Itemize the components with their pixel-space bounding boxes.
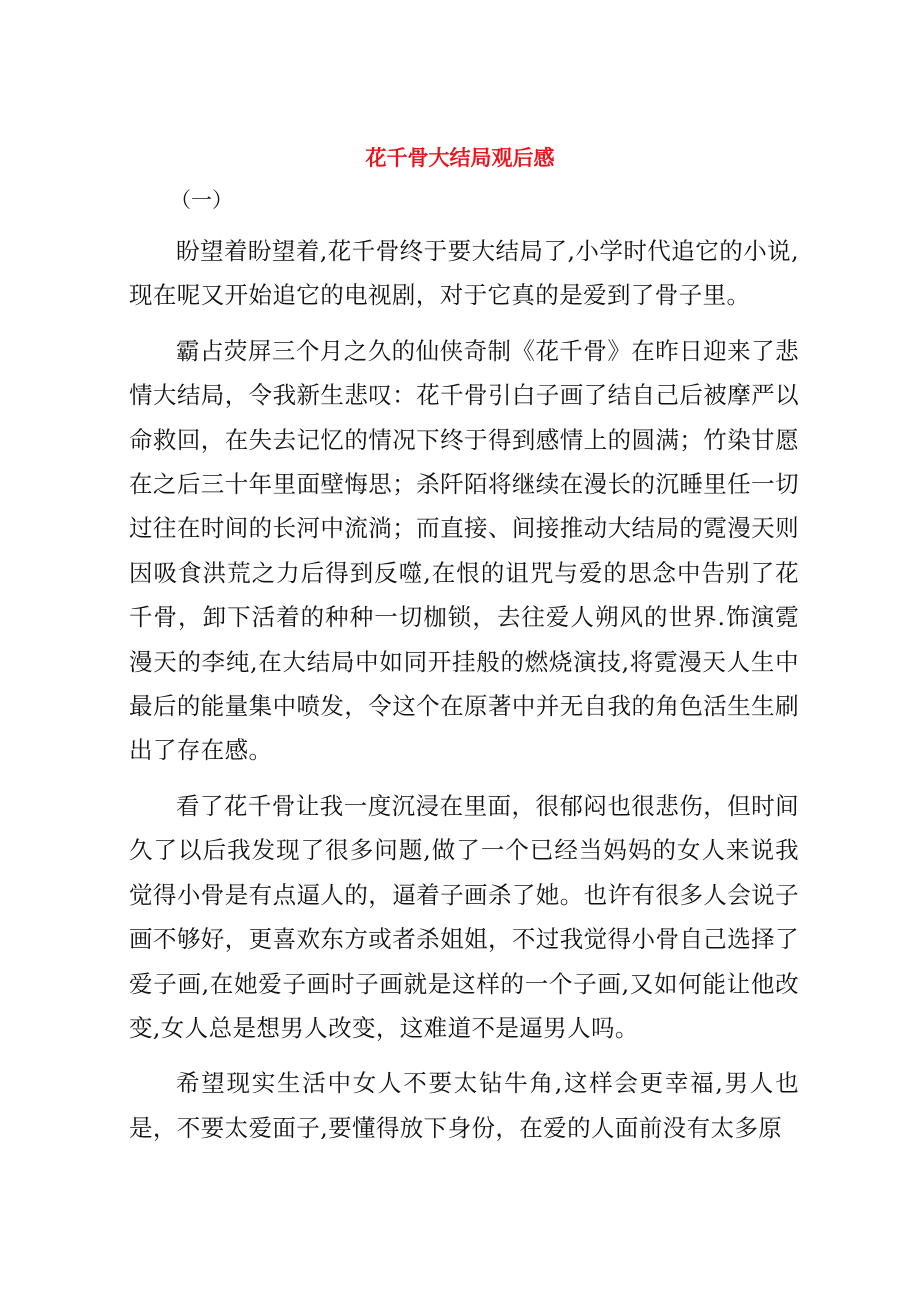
document-title: 花千骨大结局观后感 xyxy=(365,146,555,170)
paragraph: 看了花千骨让我一度沉浸在里面，很郁闷也很悲伤，但时间久了以后我发现了很多问题,做了一个已经当妈妈的女人来说我觉得小骨是有点逼人的，逼着子画杀了她。也许有很多人会说子画不够好，更喜欢东方或者杀姐姐，不过我觉得小骨自己选择了爱子画,在她爱子画时子画就是这样的一个子画,又如何能让他改变,女人总是想男人改变，这难道不是逼男人吗。 xyxy=(129,791,799,1042)
document-body xyxy=(129,229,799,1161)
section-label: （一） xyxy=(170,188,233,212)
paragraph: 霸占荧屏三个月之久的仙侠奇制《花千骨》在昨日迎来了悲情大结局，令我新生悲叹：花千骨引白子画了结自己后被摩严以命救回，在失去记忆的情况下终于得到感情上的圆满；竹染甘愿在之后三十年里面壁悔思；杀阡陌将继续在漫长的沉睡里任一切过往在时间的长河中流淌；而直接、间接推动大结局的霓漫天则因吸食洪荒之力后得到反噬,在恨的诅咒与爱的思念中告别了花千骨，卸下活着的种种一切枷锁，去往爱人朔风的世界.饰演霓漫天的李纯,在大结局中如同开挂般的燃烧演技,将霓漫天人生中最后的能量集中喷发，令这个在原著中并无自我的角色活生生刷出了存在感。 xyxy=(129,336,799,765)
paragraph: 盼望着盼望着,花千骨终于要大结局了,小学时代追它的小说,现在呢又开始追它的电视剧，对于它真的是爱到了骨子里。 xyxy=(129,237,799,310)
paragraph: 希望现实生活中女人不要太钻牛角,这样会更幸福,男人也是，不要太爱面子,要懂得放下身份，在爱的人面前没有太多原 xyxy=(129,1069,799,1142)
